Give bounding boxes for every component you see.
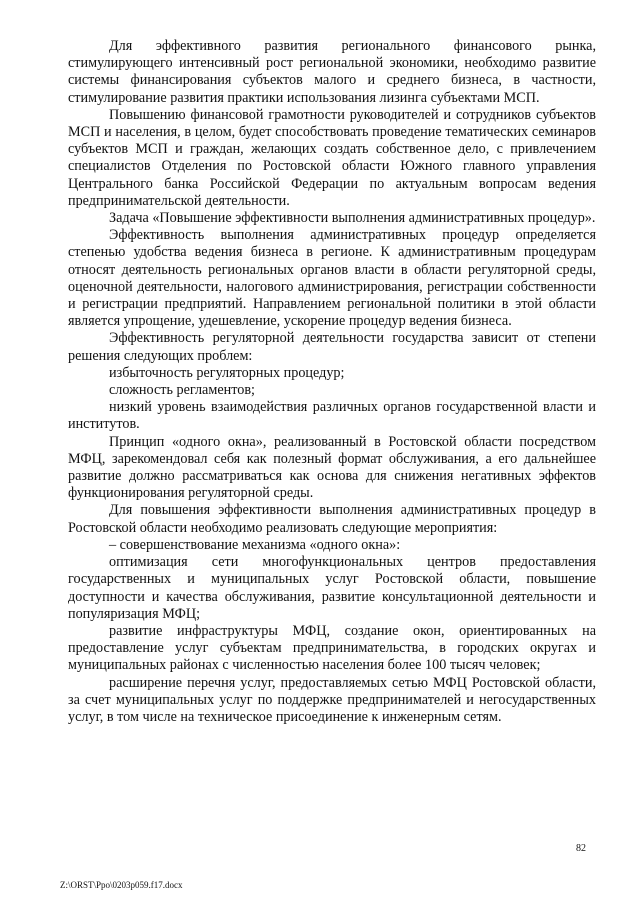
paragraph-14: расширение перечня услуг, предоставляемых сетью МФЦ Ростовской области, за счет муниципальных услуг по поддержке предпринимателей и негосударственных услуг, в том числе на техническое присоединение к инженерным сетям. bbox=[68, 674, 596, 725]
paragraph-9: Принцип «одного окна», реализованный в Ростовской области посредством МФЦ, зарекомендовал себя как полезный формат обслуживания, а его дальнейшее развитие должно рассматриваться как основа для снижения негативных эффектов функционирования регуляторной среды. bbox=[68, 433, 596, 502]
paragraph-8: низкий уровень взаимодействия различных органов государственной власти и институтов. bbox=[68, 399, 596, 433]
paragraph-2: Повышению финансовой грамотности руководителей и сотрудников субъектов МСП и населения, в целом, будет способствовать проведение тематических семинаров субъектов МСП и граждан, желающих создать собственное дело, с привлечением специалистов Отделения по Ростовской области Южного главного управления Центрального банка Российской Федерации по актуальным вопросам ведения предпринимательской деятельности. bbox=[68, 106, 596, 209]
paragraph-4: Эффективность выполнения административных процедур определяется степенью удобства ведения бизнеса в регионе. К административным процедурам относят деятельность региональных органов власти в области регуляторной среды, оценочной деятельности, налогового администрирования, регистрации собственности и регистрации предприятий. Направлением региональной политики в этой области является упрощение, удешевление, ускорение процедур ведения бизнеса. bbox=[68, 227, 596, 330]
paragraph-3: Задача «Повышение эффективности выполнения административных процедур». bbox=[109, 210, 596, 227]
paragraph-11: – совершенствование механизма «одного окна»: bbox=[109, 536, 401, 553]
paragraph-1: Для эффективного развития регионального финансового рынка, стимулирующего интенсивный рост региональной экономики, необходимо развитие системы финансирования субъектов малого и среднего бизнеса, в частности, стимулирование развития практики использования лизинга субъектами МСП. bbox=[68, 38, 596, 106]
paragraph-10: Для повышения эффективности выполнения административных процедур в Ростовской области необходимо реализовать следующие мероприятия: bbox=[68, 502, 596, 536]
paragraph-13: развитие инфраструктуры МФЦ, создание окон, ориентированных на предоставление услуг субъектам предпринимательства, в городских округах и муниципальных районах с численностью населения более 100 тысяч человек; bbox=[68, 622, 596, 674]
page-number: 82 bbox=[576, 843, 586, 854]
document-body bbox=[68, 38, 596, 726]
paragraph-5: Эффективность регуляторной деятельности государства зависит от степени решения следующих проблем: bbox=[68, 330, 596, 364]
paragraph-7: сложность регламентов; bbox=[109, 382, 255, 399]
footer-file-path: Z:\ORST\Ppo\0203p059.f17.docx bbox=[60, 880, 183, 890]
paragraph-6: избыточность регуляторных процедур; bbox=[109, 364, 345, 381]
paragraph-12: оптимизация сети многофункциональных центров предоставления государственных и муниципальных услуг Ростовской области, повышение доступности и качества обслуживания, развитие консультационной деятельности и популяризация МФЦ; bbox=[68, 554, 596, 622]
